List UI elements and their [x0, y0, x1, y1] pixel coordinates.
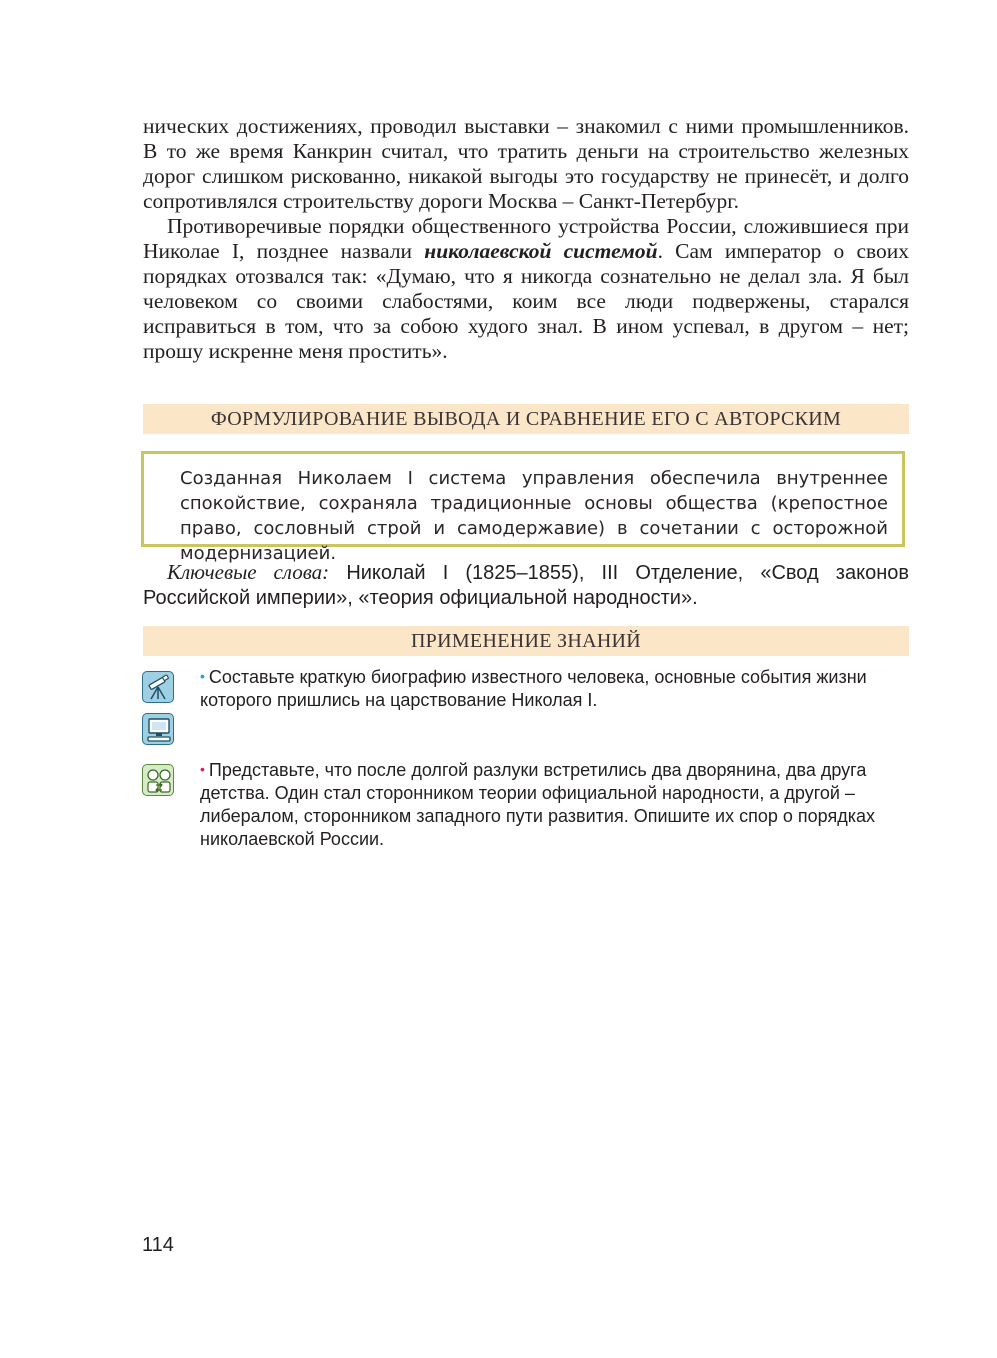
body-text — [143, 114, 909, 364]
task-text: Составьте краткую биографию известного человека, основные события жизни которого пришлись на царствование Николая I. — [200, 667, 867, 710]
task-biography — [200, 665, 910, 712]
conclusion-section-title: ФОРМУЛИРОВАНИЕ ВЫВОДА И СРАВНЕНИЕ ЕГО С АВТОРСКИМ — [143, 404, 909, 434]
conclusion-box — [141, 451, 905, 564]
computer-icon — [142, 713, 174, 745]
term-nicholas-system: николаевской системой — [424, 239, 658, 263]
keywords-text: Николай I (1825–1855), III Отделение, «Свод законов Российской империи», «теория официальной народности». — [143, 562, 909, 609]
task-dispute — [200, 758, 910, 851]
keywords-block — [143, 560, 909, 611]
discussion-icon — [142, 764, 174, 796]
paragraph-end: . Сам император о своих порядках отозвался так: «Думаю, что я никогда сознательно не делал зла. Я был человеком со своими слабостями, коим все люди подвержены, старался исправиться в том, что за собою худого знал. В ином успевал, в другом – нет; прошу искренне меня простить». — [143, 239, 910, 363]
keywords-label: Ключевые слова: — [167, 560, 330, 584]
page-number: 114 — [142, 1234, 174, 1256]
telescope-icon — [142, 671, 174, 703]
paragraph-kankrin: нических достижениях, проводил выставки – знакомил с ними промышленников. В то же время Канкрин считал, что тратить деньги на строительство железных дорог слишком рискованно, никакой выгоды это государству не принесёт, и долго сопротивлялся строительству дороги Москва – Санкт-Петербург. — [143, 114, 909, 213]
paragraph-start: Противоречивые порядки общественного устройства России, сложившиеся при Николае I, позднее назвали — [143, 214, 909, 263]
blue-bullet-icon: • — [200, 668, 205, 684]
conclusion-text: Созданная Николаем I система управления обеспечила внутреннее спокойствие, сохраняла традиционные основы общества (крепостное право, сословный строй и самодержавие) в сочетании с осторожной модернизацией. — [180, 468, 888, 564]
task-text: Представьте, что после долгой разлуки встретились два дворянина, два друга детства. Один стал сторонником теории официальной народности, а другой – либералом, сторонником западного пути развития. Опишите их спор о порядках николаевской России. — [200, 760, 875, 849]
red-bullet-icon: • — [200, 761, 205, 777]
application-section-title: ПРИМЕНЕНИЕ ЗНАНИЙ — [143, 626, 909, 656]
paragraph-nicholas-system — [143, 214, 909, 364]
